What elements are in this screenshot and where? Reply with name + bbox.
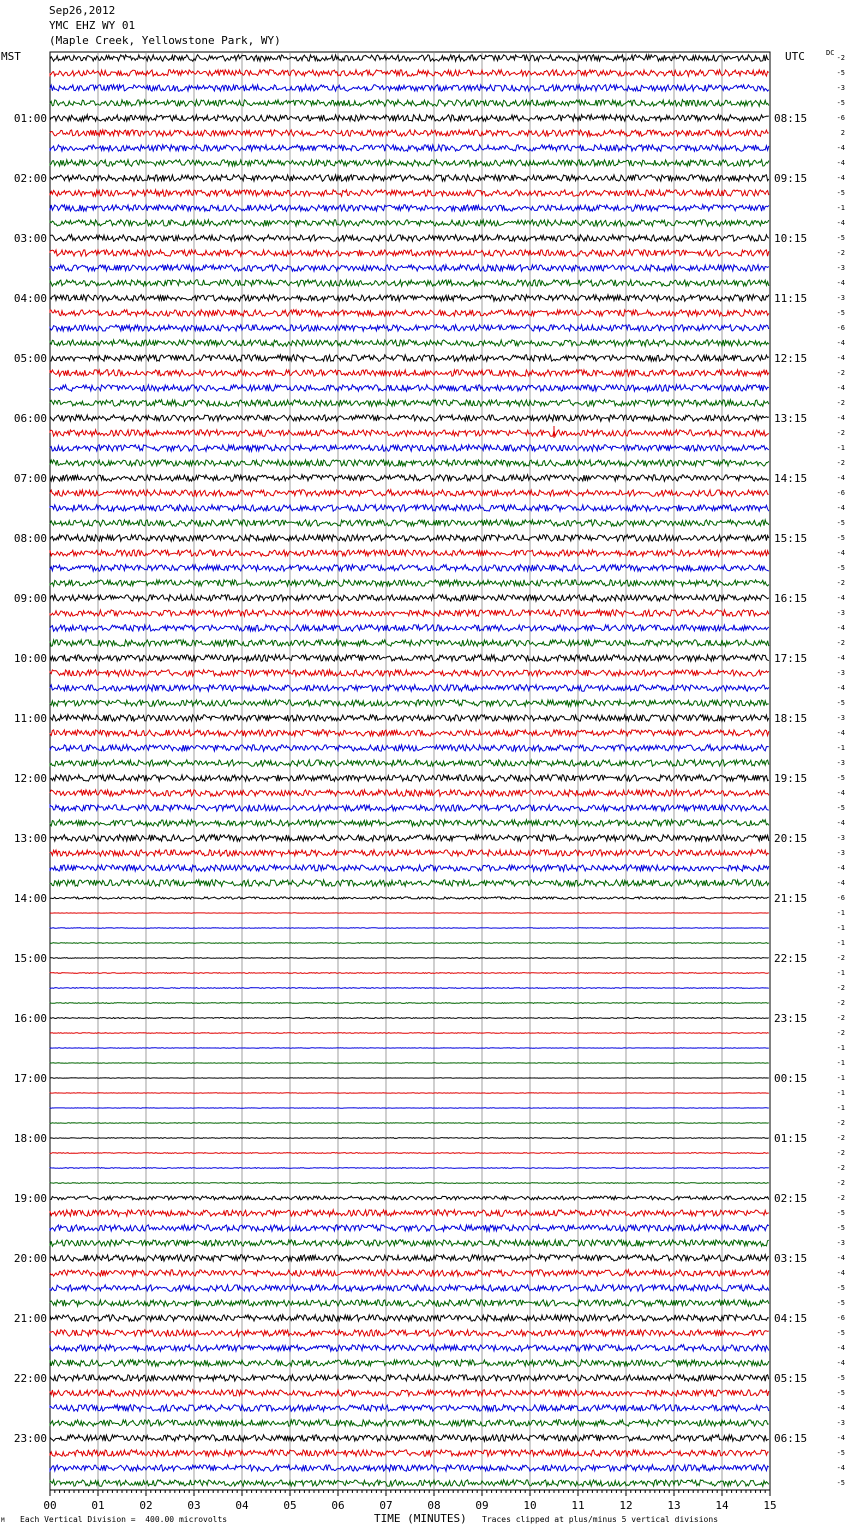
mst-hour-label: 14:00	[13, 892, 47, 905]
trace-row	[50, 460, 769, 466]
dc-offset-label: -4	[836, 474, 845, 482]
dc-offset-label: -2	[836, 459, 845, 467]
trace-row	[50, 1255, 769, 1261]
dc-offset-label: -2	[836, 369, 845, 377]
trace-row	[50, 175, 769, 181]
mst-hour-label: 17:00	[13, 1072, 47, 1085]
trace-row	[50, 988, 769, 989]
trace-row	[50, 400, 769, 406]
dc-offset-label: -5	[836, 804, 845, 812]
dc-offset-label: -5	[836, 99, 845, 107]
trace-row	[50, 1465, 769, 1471]
trace-row	[50, 205, 769, 211]
trace-row	[50, 745, 769, 751]
dc-offset-label: -2	[836, 1179, 845, 1187]
dc-offset-label: -4	[836, 354, 845, 362]
x-axis-title: TIME (MINUTES)	[374, 1512, 467, 1525]
x-tick-label: 05	[283, 1499, 297, 1512]
dc-offset-label: -6	[836, 1314, 845, 1322]
right-timezone-label: UTC	[785, 50, 805, 63]
dc-offset-label: -4	[836, 879, 845, 887]
dc-offset-label: -2	[836, 54, 845, 62]
utc-hour-label: 08:15	[774, 112, 808, 125]
dc-offset-label: -4	[836, 144, 845, 152]
dc-offset-label: -4	[836, 549, 845, 557]
trace-row	[50, 115, 769, 121]
trace-row	[50, 340, 769, 346]
x-tick-label: 01	[91, 1499, 105, 1512]
utc-hour-label: 11:15	[774, 292, 808, 305]
dc-offset-label: -4	[836, 654, 845, 662]
trace-row	[50, 790, 769, 796]
utc-hour-label: 03:15	[774, 1252, 808, 1265]
mst-hour-label: 04:00	[13, 292, 47, 305]
trace-row	[50, 1153, 769, 1154]
utc-hour-label: 23:15	[774, 1012, 808, 1025]
station-code: YMC EHZ WY 01	[49, 19, 136, 32]
trace-row	[50, 535, 769, 541]
x-tick-label: 02	[139, 1499, 153, 1512]
trace-row	[50, 1480, 769, 1486]
dc-offset-label: -5	[836, 1329, 845, 1337]
dc-offset-label: -3	[836, 759, 845, 767]
mst-hour-label: 15:00	[13, 952, 47, 965]
dc-offset-label: -5	[836, 1284, 845, 1292]
dc-offset-label: 2	[840, 129, 845, 137]
x-tick-label: 07	[379, 1499, 393, 1512]
dc-offset-label: -1	[836, 1044, 845, 1052]
trace-row	[50, 730, 769, 736]
trace-row	[50, 1375, 769, 1381]
station-location: (Maple Creek, Yellowstone Park, WY)	[49, 34, 281, 47]
utc-hour-label: 13:15	[774, 412, 808, 425]
dc-offset-label: -4	[836, 174, 845, 182]
x-tick-label: 00	[43, 1499, 57, 1512]
dc-offset-label: -4	[836, 414, 845, 422]
dc-offset-label: -4	[836, 279, 845, 287]
dc-offset-label: -3	[836, 294, 845, 302]
x-tick-label: 06	[331, 1499, 345, 1512]
trace-row	[50, 820, 769, 826]
trace-row	[50, 310, 769, 316]
mst-hour-label: 09:00	[13, 592, 47, 605]
trace-row	[50, 1240, 769, 1246]
dc-offset-label: -5	[836, 1224, 845, 1232]
mst-hour-label: 22:00	[13, 1372, 47, 1385]
dc-offset-label: -4	[836, 504, 845, 512]
dc-offset-label: -2	[836, 1134, 845, 1142]
dc-offset-label: -2	[836, 639, 845, 647]
trace-row	[50, 760, 769, 766]
dc-offset-label: -5	[836, 1389, 845, 1397]
dc-offset-label: -3	[836, 849, 845, 857]
dc-offset-label: -5	[836, 534, 845, 542]
dc-offset-label: -5	[836, 1209, 845, 1217]
dc-offset-label: -1	[836, 744, 845, 752]
mst-hour-label: 10:00	[13, 652, 47, 665]
trace-row	[50, 100, 769, 106]
dc-offset-label: -4	[836, 1464, 845, 1472]
dc-label: DC	[826, 49, 835, 57]
dc-offset-label: -5	[836, 519, 845, 527]
trace-row	[50, 1168, 769, 1169]
trace-row	[50, 850, 769, 856]
trace-row	[50, 700, 769, 706]
x-tick-label: 08	[427, 1499, 441, 1512]
trace-row	[50, 520, 769, 526]
trace-row	[50, 670, 769, 676]
x-tick-label: 15	[763, 1499, 777, 1512]
dc-offset-label: -2	[836, 429, 845, 437]
trace-row	[50, 880, 769, 886]
dc-offset-label: -1	[836, 939, 845, 947]
trace-row	[50, 415, 769, 421]
dc-offset-label: -4	[836, 729, 845, 737]
dc-offset-label: -2	[836, 1014, 845, 1022]
dc-offset-label: -6	[836, 489, 845, 497]
dc-offset-label: -3	[836, 264, 845, 272]
utc-hour-label: 15:15	[774, 532, 808, 545]
trace-row	[50, 505, 769, 511]
mst-hour-label: 07:00	[13, 472, 47, 485]
utc-hour-label: 21:15	[774, 892, 808, 905]
trace-row	[50, 235, 769, 241]
dc-offset-label: -2	[836, 1194, 845, 1202]
trace-row	[50, 1003, 769, 1004]
trace-row	[50, 580, 769, 586]
dc-offset-label: -3	[836, 1419, 845, 1427]
trace-row	[50, 160, 769, 166]
trace-row	[50, 1330, 769, 1336]
utc-hour-label: 00:15	[774, 1072, 808, 1085]
trace-row	[50, 265, 769, 271]
trace-row	[50, 1210, 769, 1216]
trace-row	[50, 1018, 769, 1019]
dc-offset-label: -3	[836, 609, 845, 617]
dc-offset-label: -1	[836, 1104, 845, 1112]
dc-offset-label: -5	[836, 699, 845, 707]
dc-offset-label: -4	[836, 384, 845, 392]
utc-hour-label: 04:15	[774, 1312, 808, 1325]
dc-offset-label: -4	[836, 339, 845, 347]
trace-row	[50, 928, 769, 929]
dc-offset-label: -4	[836, 594, 845, 602]
dc-offset-label: -4	[836, 789, 845, 797]
dc-offset-label: -6	[836, 894, 845, 902]
mst-hour-label: 11:00	[13, 712, 47, 725]
utc-hour-label: 14:15	[774, 472, 808, 485]
trace-row	[50, 1420, 769, 1426]
trace-row	[50, 250, 769, 256]
dc-offset-label: -4	[836, 219, 845, 227]
trace-row	[50, 445, 769, 451]
utc-hour-label: 22:15	[774, 952, 808, 965]
dc-offset-label: -4	[836, 684, 845, 692]
utc-hour-label: 05:15	[774, 1372, 808, 1385]
trace-row	[50, 715, 769, 721]
dc-offset-label: -4	[836, 819, 845, 827]
mst-hour-label: 18:00	[13, 1132, 47, 1145]
trace-row	[50, 1270, 769, 1276]
trace-row	[50, 1300, 769, 1306]
trace-row	[50, 1390, 769, 1396]
trace-row	[50, 1435, 769, 1441]
scale-note: Each Vertical Division = 400.00 microvolts	[20, 1515, 228, 1524]
dc-offset-label: -4	[836, 864, 845, 872]
mst-hour-label: 08:00	[13, 532, 47, 545]
dc-offset-label: -4	[836, 624, 845, 632]
trace-row	[50, 430, 769, 436]
utc-hour-label: 20:15	[774, 832, 808, 845]
x-tick-label: 14	[715, 1499, 729, 1512]
dc-offset-label: -2	[836, 1119, 845, 1127]
dc-offset-label: -4	[836, 1359, 845, 1367]
utc-hour-label: 06:15	[774, 1432, 808, 1445]
dc-offset-label: -3	[836, 84, 845, 92]
utc-hour-labels	[774, 112, 807, 1445]
trace-row	[50, 325, 769, 331]
trace-row	[50, 943, 769, 944]
mst-hour-label: 23:00	[13, 1432, 47, 1445]
trace-row	[50, 1183, 769, 1184]
trace-row	[50, 490, 769, 496]
utc-hour-label: 01:15	[774, 1132, 808, 1145]
dc-offset-label: -4	[836, 1344, 845, 1352]
mst-hour-label: 13:00	[13, 832, 47, 845]
dc-offset-label: -6	[836, 324, 845, 332]
dc-offset-label: -1	[836, 1089, 845, 1097]
utc-hour-label: 10:15	[774, 232, 808, 245]
mst-hour-label: 03:00	[13, 232, 47, 245]
mst-hour-label: 12:00	[13, 772, 47, 785]
trace-row	[50, 865, 769, 871]
dc-offset-label: -2	[836, 1149, 845, 1157]
trace-row	[50, 1360, 769, 1366]
mst-hour-label: 01:00	[13, 112, 47, 125]
trace-row	[50, 370, 769, 376]
trace-row	[50, 355, 769, 361]
x-tick-label: 09	[475, 1499, 489, 1512]
mst-hour-label: 19:00	[13, 1192, 47, 1205]
trace-row	[50, 385, 769, 391]
mst-hour-label: 20:00	[13, 1252, 47, 1265]
trace-row	[50, 775, 769, 781]
trace-row	[50, 655, 769, 661]
trace-row	[50, 1405, 769, 1411]
mst-hour-label: 06:00	[13, 412, 47, 425]
utc-hour-label: 16:15	[774, 592, 808, 605]
trace-row	[50, 1225, 769, 1231]
trace-row	[50, 85, 769, 91]
seismic-traces	[50, 55, 769, 1486]
mst-hour-label: 21:00	[13, 1312, 47, 1325]
dc-offset-label: -2	[836, 954, 845, 962]
dc-offset-label: -5	[836, 1374, 845, 1382]
dc-offset-label: -5	[836, 1299, 845, 1307]
trace-row	[50, 685, 769, 691]
dc-offset-label: -1	[836, 204, 845, 212]
trace-row	[50, 1196, 769, 1200]
trace-row	[50, 1138, 769, 1139]
utc-hour-label: 09:15	[774, 172, 808, 185]
trace-row	[50, 1315, 769, 1321]
x-tick-label: 04	[235, 1499, 249, 1512]
trace-row	[50, 295, 769, 301]
dc-offset-label: -1	[836, 1059, 845, 1067]
dc-offset-label: -3	[836, 714, 845, 722]
dc-offset-label: -3	[836, 1239, 845, 1247]
dc-offset-label: -1	[836, 924, 845, 932]
dc-offset-label: -5	[836, 69, 845, 77]
trace-row	[50, 625, 769, 631]
dc-offset-label: -5	[836, 234, 845, 242]
trace-row	[50, 70, 769, 76]
mst-hour-label: 16:00	[13, 1012, 47, 1025]
dc-offset-label: -1	[836, 909, 845, 917]
trace-row	[50, 55, 769, 61]
trace-row	[50, 220, 769, 226]
trace-row	[50, 130, 769, 136]
trace-row	[50, 1123, 769, 1124]
dc-offset-label: -5	[836, 1479, 845, 1487]
trace-row	[50, 190, 769, 196]
trace-row	[50, 835, 769, 841]
trace-row	[50, 805, 769, 811]
trace-row	[50, 973, 769, 974]
dc-offset-label: -2	[836, 1029, 845, 1037]
trace-row	[50, 1345, 769, 1351]
clip-note: Traces clipped at plus/minus 5 vertical divisions	[482, 1515, 719, 1524]
x-axis	[43, 1490, 776, 1512]
mst-hour-label: 02:00	[13, 172, 47, 185]
x-tick-label: 11	[571, 1499, 585, 1512]
left-timezone-label: MST	[1, 50, 21, 63]
dc-offset-label: -1	[836, 969, 845, 977]
trace-row	[50, 475, 769, 481]
utc-hour-label: 19:15	[774, 772, 808, 785]
dc-offset-label: -5	[836, 774, 845, 782]
trace-row	[50, 280, 769, 286]
dc-offset-label: -5	[836, 1449, 845, 1457]
dc-offset-label: -5	[836, 309, 845, 317]
dc-offset-label: -6	[836, 114, 845, 122]
trace-row	[50, 610, 769, 616]
dc-offset-label: -5	[836, 564, 845, 572]
dc-offset-labels	[837, 54, 845, 1487]
utc-hour-label: 02:15	[774, 1192, 808, 1205]
trace-row	[50, 145, 769, 151]
utc-hour-label: 18:15	[774, 712, 808, 725]
mst-hour-labels	[14, 112, 47, 1445]
utc-hour-label: 12:15	[774, 352, 808, 365]
utc-hour-label: 17:15	[774, 652, 808, 665]
dc-offset-label: -4	[836, 159, 845, 167]
dc-offset-label: -2	[836, 984, 845, 992]
dc-offset-label: -2	[836, 579, 845, 587]
dc-offset-label: -4	[836, 1404, 845, 1412]
dc-offset-label: -4	[836, 1269, 845, 1277]
plot-date: Sep26,2012	[49, 4, 116, 17]
x-tick-label: 12	[619, 1499, 633, 1512]
trace-row	[50, 1450, 769, 1456]
dc-offset-label: -5	[836, 189, 845, 197]
dc-offset-label: -4	[836, 1434, 845, 1442]
x-tick-label: 03	[187, 1499, 201, 1512]
dc-offset-label: -3	[836, 834, 845, 842]
trace-row	[50, 1033, 769, 1034]
x-tick-label: 10	[523, 1499, 537, 1512]
dc-offset-label: -1	[836, 1074, 845, 1082]
trace-row	[50, 1285, 769, 1291]
dc-offset-label: -2	[836, 999, 845, 1007]
trace-row	[50, 897, 769, 899]
dc-offset-label: -2	[836, 399, 845, 407]
trace-row	[50, 958, 769, 959]
x-tick-label: 13	[667, 1499, 681, 1512]
dc-offset-label: -4	[836, 1254, 845, 1262]
corner-mark: M	[1, 1517, 5, 1524]
dc-offset-label: -2	[836, 1164, 845, 1172]
dc-offset-label: -2	[836, 249, 845, 257]
dc-offset-label: -1	[836, 444, 845, 452]
trace-row	[50, 640, 769, 646]
dc-offset-label: -3	[836, 669, 845, 677]
trace-row	[50, 565, 769, 571]
trace-row	[50, 550, 769, 556]
trace-row	[50, 595, 769, 601]
mst-hour-label: 05:00	[13, 352, 47, 365]
